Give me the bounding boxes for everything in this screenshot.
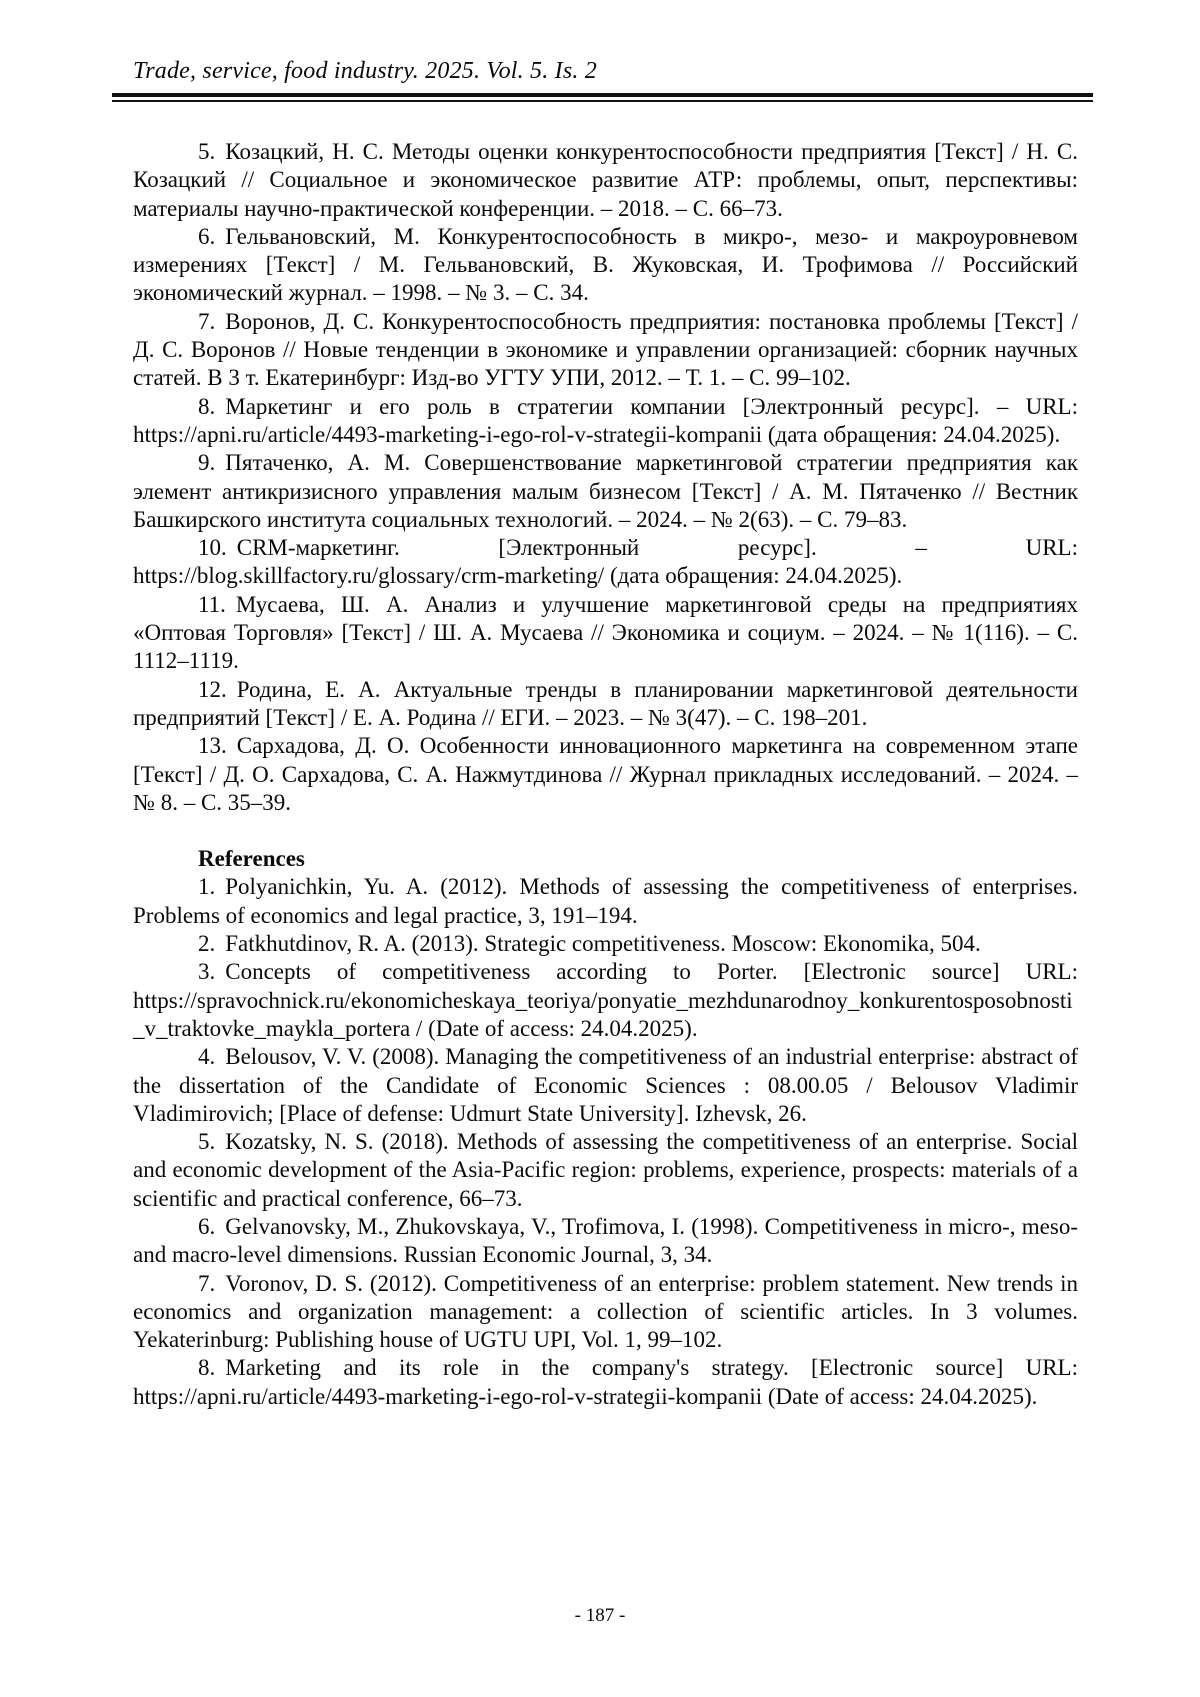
reference-text: Kozatsky, N. S. (2018). Methods of assessing the competitiveness of an enterprise. Social and economic development of the Asia-Pacific region: problems, experience, prospects: materials of a scientific and practical conference, 66–73.: [133, 1129, 1078, 1211]
reference-number: 1.: [198, 874, 216, 900]
reference-ru-13: [133, 732, 1078, 817]
reference-number: 7.: [198, 308, 216, 334]
reference-en-7: [133, 1270, 1078, 1355]
header-rule: [112, 93, 1093, 102]
reference-number: 8.: [198, 393, 216, 419]
reference-text: CRM-маркетинг. [Электронный ресурс]. – URL: https://blog.skillfactory.ru/glossary/crm-marketing/ (дата обращения: 24.04.2025).: [133, 535, 1078, 589]
reference-text: Concepts of competitiveness according to Porter. [Electronic source] URL: https://spravochnick.ru/ekonomicheskaya_teoriya/ponyatie_mezhdunarodnoy_konkurentosposobnosti_v_traktovke_maykla_portera / (Date of access: 24.04.2025).: [133, 959, 1078, 1041]
reference-number: 4.: [198, 1044, 216, 1070]
reference-text: Пятаченко, А. М. Совершенствование маркетинговой стратегии предприятия как элемент антикризисного управления малым бизнесом [Текст] / А. М. Пятаченко // Вестник Башкирского института социальных технологий. – 2024. – № 2(63). – С. 79–83.: [133, 450, 1078, 532]
reference-ru-12: [133, 676, 1078, 733]
reference-ru-8: [133, 393, 1078, 450]
reference-ru-6: [133, 223, 1078, 308]
references-heading: References: [198, 846, 305, 872]
reference-number: 7.: [198, 1270, 216, 1296]
reference-en-6: [133, 1213, 1078, 1270]
running-head: Trade, service, food industry. 2025. Vol. 5. Is. 2: [133, 58, 597, 84]
reference-text: Polyanichkin, Yu. A. (2012). Methods of assessing the competitiveness of enterprises. Problems of economics and legal practice, 3, 191–194.: [133, 874, 1078, 928]
reference-number: 8.: [198, 1355, 216, 1381]
reference-ru-11: [133, 591, 1078, 676]
reference-ru-7: [133, 308, 1078, 393]
reference-text: Гельвановский, М. Конкурентоспособность в микро-, мезо- и макроуровневом измерениях [Текст] / М. Гельвановский, В. Жуковская, И. Трофимова // Российский экономический журнал. – 1998. – № 3. – С. 34.: [133, 223, 1078, 306]
page-number: - 187 -: [574, 1605, 626, 1626]
reference-number: 12.: [198, 676, 227, 702]
reference-ru-10: [133, 534, 1078, 591]
reference-text: Voronov, D. S. (2012). Competitiveness of an enterprise: problem statement. New trends in economics and organization management: a collection of scientific articles. In 3 volumes. Yekaterinburg: Publishing house of UGTU UPI, Vol. 1, 99–102.: [133, 1270, 1078, 1353]
reference-en-5: [133, 1128, 1078, 1213]
reference-text: Воронов, Д. С. Конкурентоспособность предприятия: постановка проблемы [Текст] / Д. С. Воронов // Новые тенденции в экономике и управлении организацией: сборник научных статей. В 3 т. Екатеринбург: Изд-во УГТУ УПИ, 2012. – Т. 1. – С. 99–102.: [133, 308, 1078, 391]
reference-en-8: [133, 1354, 1078, 1411]
reference-en-2: [133, 930, 1078, 958]
reference-number: 11.: [198, 591, 226, 617]
references-section: [133, 138, 1078, 1411]
reference-text: Belousov, V. V. (2008). Managing the competitiveness of an industrial enterprise: abstract of the dissertation of the Candidate of Economic Sciences : 08.00.05 / Belousov Vladimir Vladimirovich; [Place of defense: Udmurt State University]. Izhevsk, 26.: [133, 1044, 1078, 1126]
reference-en-3: [133, 958, 1078, 1043]
reference-number: 6.: [198, 1213, 216, 1239]
reference-text: Gelvanovsky, M., Zhukovskaya, V., Trofimova, I. (1998). Competitiveness in micro-, meso- and macro-level dimensions. Russian Economic Journal, 3, 34.: [133, 1213, 1078, 1268]
reference-text: Козацкий, Н. С. Методы оценки конкурентоспособности предприятия [Текст] / Н. С. Козацкий // Социальное и экономическое развитие АТР: проблемы, опыт, перспективы: материалы научно-практической конференции. – 2018. – С. 66–73.: [133, 139, 1078, 221]
reference-number: 2.: [198, 931, 216, 957]
reference-number: 3.: [198, 959, 216, 985]
reference-ru-5: [133, 138, 1078, 223]
reference-en-4: [133, 1043, 1078, 1128]
reference-text: Родина, Е. А. Актуальные тренды в планировании маркетинговой деятельности предприятий [Текст] / Е. А. Родина // ЕГИ. – 2023. – № 3(47). – С. 198–201.: [133, 676, 1078, 730]
reference-number: 10.: [198, 535, 227, 561]
reference-text: Сархадова, Д. О. Особенности инновационного маркетинга на современном этапе [Текст] / Д. О. Сархадова, С. А. Нажмутдинова // Журнал прикладных исследований. – 2024. – № 8. – С. 35–39.: [133, 733, 1078, 815]
reference-text: Мусаева, Ш. А. Анализ и улучшение маркетинговой среды на предприятиях «Оптовая Торговля» [Текст] / Ш. А. Мусаева // Экономика и социум. – 2024. – № 1(116). – С. 1112–1119.: [133, 591, 1078, 674]
reference-text: Маркетинг и его роль в стратегии компании [Электронный ресурс]. – URL: https://apni.ru/article/4493-marketing-i-ego-rol-v-strategii-kompanii (дата обращения: 24.04.2025).: [133, 393, 1078, 447]
reference-ru-9: [133, 449, 1078, 534]
reference-number: 13.: [198, 733, 227, 759]
reference-number: 9.: [198, 450, 216, 476]
reference-text: Fatkhutdinov, R. A. (2013). Strategic competitiveness. Moscow: Ekonomika, 504.: [225, 931, 981, 957]
reference-text: Marketing and its role in the company's strategy. [Electronic source] URL: https://apni.ru/article/4493-marketing-i-ego-rol-v-strategii-kompanii (Date of access: 24.04.2025).: [133, 1355, 1078, 1409]
reference-number: 5.: [198, 139, 216, 164]
reference-number: 6.: [198, 223, 216, 249]
reference-number: 5.: [198, 1129, 216, 1155]
reference-en-1: [133, 873, 1078, 930]
